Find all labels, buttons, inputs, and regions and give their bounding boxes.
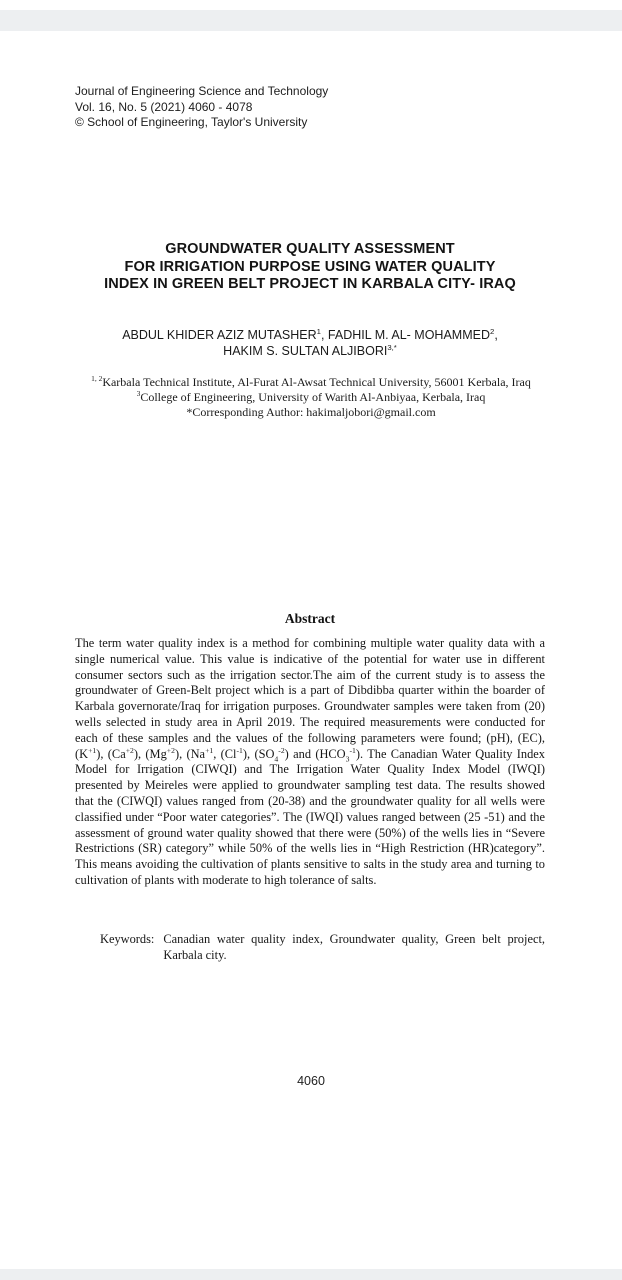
journal-volume-info: Vol. 16, No. 5 (2021) 4060 - 4078	[75, 99, 253, 114]
page-number: 4060	[297, 1074, 325, 1088]
journal-copyright: © School of Engineering, Taylor's University	[75, 115, 308, 129]
authors-block	[75, 327, 545, 359]
paper-title	[75, 241, 545, 294]
bottom-gray-band	[0, 1269, 622, 1280]
affiliations-block	[31, 375, 591, 419]
affiliation-line-2: $^3$College of Engineering, University of Warith Al-Anbiyaa, Kerbala, Iraq	[136, 388, 486, 404]
top-gray-band	[0, 10, 622, 31]
journal-name: Journal of Engineering Science and Technology	[75, 84, 329, 98]
authors-line-1: ABDUL KHIDER AZIZ MUTASHER$^1$, FADHIL M. AL- MOHAMMED$^2$,	[122, 326, 498, 342]
abstract-heading: Abstract	[284, 611, 336, 626]
keywords-block	[100, 932, 545, 964]
paper-title-line-1: GROUNDWATER QUALITY ASSESSMENT	[165, 241, 455, 257]
paper-title-line-3: INDEX IN GREEN BELT PROJECT IN KARBALA CITY- IRAQ	[104, 276, 516, 292]
authors-line-2: HAKIM S. SULTAN $ALJIBORI^{3,*}$	[223, 342, 397, 358]
corresponding-author-line: *Corresponding Author: hakimaljobori@gmail.com	[186, 404, 436, 419]
keywords-label: Keywords:	[100, 932, 155, 946]
journal-header	[75, 84, 328, 131]
paper-title-line-2: FOR IRRIGATION PURPOSE USING WATER QUALITY	[124, 258, 496, 275]
abstract-text: The term water quality index is a method for combining multiple water quality data with a single numerical value. This value is indicative of the potential for water use in different consumer sectors such as the irrigation sector.The aim of the current study is to assess the groundwater of Green-Belt project which is a part of Dibdibba quarter within the boarder of Karbala governorate/Iraq for irrigation purposes. Groundwater samples were taken from (20) wells selected in study area in April 2019. The required measurements were conducted for each of these samples and the values of the following parameters were found; (pH), (EC), $(K^{+1})$, $(Ca^{+2})$, $(Mg^{+2})$, ($Na^{+1}$, $(Cl^{-1})$, $(SO_4^{-2})$ and $(HCO_3^{-1})$. The Canadian Water Quality Index Model for Irrigation (CIWQI) and The Irrigation Water Quality Index Model (IWQI) presented by Meireles were applied to groundwater sampling test data. The results showed that the (CIWQI) values ranged from (20-38) and the groundwater quality for all wells were classified under “Poor water categories”. The (IWQI) values ranged between (25 -51) and the assessment of ground water quality showed that there were (50%) of the wells lies in “Severe Restrictions (SR) category” while 50% of the wells lies in “High Restriction (HR)category”. This means avoiding the cultivation of plants sensitive to salts in the study area and turning to cultivation of plants with moderate to high tolerance of salts.	[75, 636, 545, 887]
affiliation-line-1: $^{1, 2}$Karbala Technical Institute, Al-Furat Al-Awsat Technical University, 56001 Kerbala, Iraq	[91, 374, 531, 389]
keywords-text: Canadian water quality index, Groundwater quality, Green belt project, Karbala city.	[163, 932, 545, 962]
